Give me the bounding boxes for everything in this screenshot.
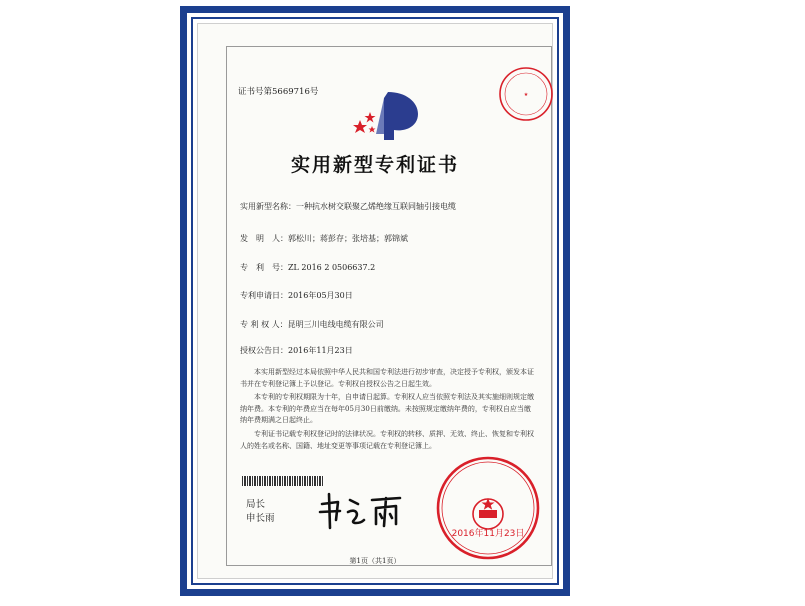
agent-stamp: [498, 66, 554, 122]
seal-date: 2016年11月23日: [451, 529, 525, 539]
director-signature: [314, 490, 406, 530]
field-name: [240, 203, 456, 211]
field-label: 专 利 权 人：: [240, 320, 288, 329]
body-paragraph: 本实用新型经过本局依照中华人民共和国专利法进行初步审查，决定授予专利权，颁发本证书并在专利登记簿上予以登记。专利权自授权公告之日起生效。: [240, 368, 534, 388]
field-label: 专利申请日：: [240, 291, 288, 300]
director-title: 局长: [246, 499, 266, 510]
field-label: 实用新型名称：: [240, 202, 296, 211]
svg-text:★: ★: [523, 92, 529, 98]
certificate-title: 实用新型专利证书: [290, 154, 459, 176]
field-label: 发 明 人：: [240, 234, 288, 243]
field-value: 郭松川；蒋彭存；张培基；郭锦斌: [288, 234, 408, 243]
field-value: 一种抗水树交联聚乙烯绝缘互联同轴引接电缆: [296, 202, 456, 211]
field-grant-date: [240, 347, 353, 355]
field-value: 2016年05月30日: [288, 291, 353, 300]
cnipa-logo: [348, 90, 428, 142]
field-patent-number: [240, 264, 375, 272]
certificate-paper: [197, 23, 553, 579]
national-seal: [434, 454, 542, 562]
field-label: 授权公告日：: [240, 346, 288, 355]
body-paragraph: 本专利的专利权期限为十年，自申请日起算。专利权人应当依照专利法及其实施细则规定缴纳年费。本专利的年费应当在每年05月30日前缴纳。未按照规定缴纳年费的，专利权自应当缴纳年费期满之日起终止。: [240, 393, 534, 424]
field-value: 昆明三川电线电缆有限公司: [287, 320, 384, 329]
field-value: ZL 2016 2 0506637.2: [288, 263, 376, 272]
body-paragraph: 专利证书记载专利权登记时的法律状况。专利权的转移、质押、无效、终止、恢复和专利权人的姓名或名称、国籍、地址变更等事项记载在专利登记簿上。: [240, 430, 534, 450]
field-label: 专 利 号：: [240, 263, 288, 272]
certificate-number: 证书号第5669716号: [238, 87, 319, 97]
field-value: 2016年11月23日: [288, 346, 353, 355]
barcode: [242, 476, 324, 486]
certificate-frame: [180, 6, 570, 596]
field-filing-date: [240, 292, 353, 300]
field-inventors: [240, 235, 408, 243]
director-name: 申长雨: [246, 513, 275, 524]
page-number: 第1页（共1页）: [349, 557, 401, 565]
field-patentee: [240, 321, 384, 329]
